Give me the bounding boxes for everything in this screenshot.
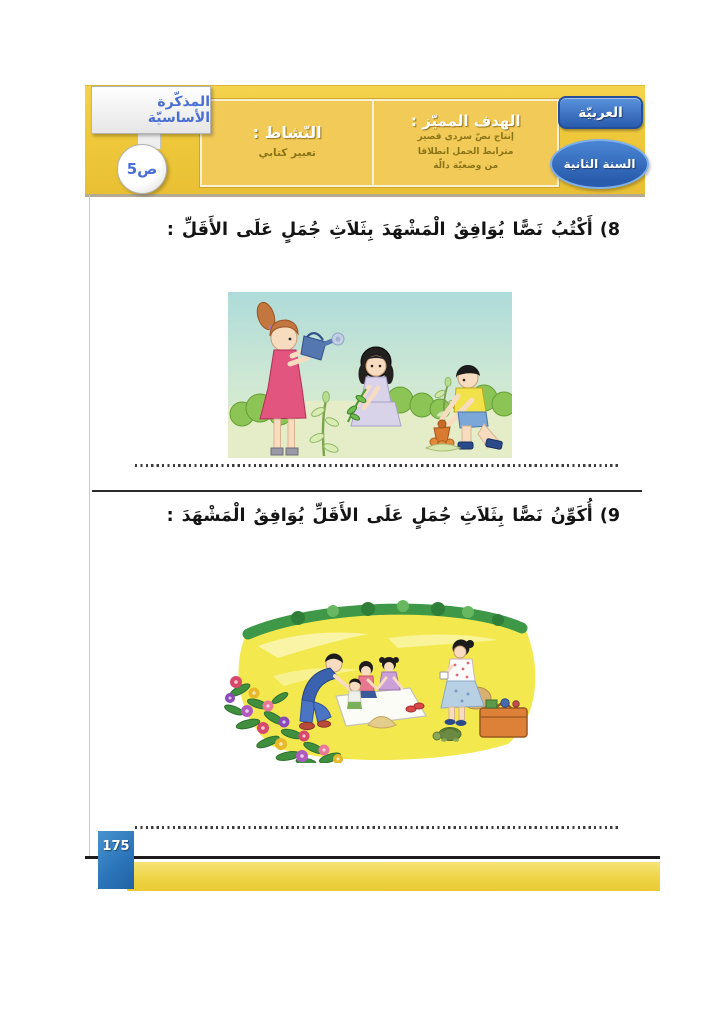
ribbon-label: المذكّرة الأساسيّة [91, 86, 211, 134]
answer-dotted-line-1 [135, 464, 620, 467]
objective-title: الهدف المميّز : [410, 111, 521, 130]
exercise-8-prompt [145, 220, 620, 240]
activity-column [202, 101, 372, 185]
picnic-scene-drawing [218, 576, 545, 763]
activity-title: النّشاط : [252, 123, 322, 143]
activity-value: تعبير كتابي [258, 147, 316, 160]
header-objective-box [200, 99, 559, 187]
illustration-gardening-scene [228, 292, 512, 458]
page-number-tab: 175 [98, 831, 134, 889]
page-left-edge-line [89, 195, 90, 857]
section-divider-line [92, 490, 642, 492]
exercise-9-number: 9) [599, 506, 620, 526]
exercise-9-text: أُكَوِّنُ نَصًّا بِثَلاَثِ جُمَلٍ عَلَى الأَقَلِّ يُوَافِقُ الْمَشْهَدَ : [166, 506, 593, 526]
answer-dotted-line-2 [135, 826, 620, 829]
objective-line-3: من وضعيّة دالّة [433, 161, 499, 172]
objective-line-1: إنتاج نصّ سردي قصير [417, 131, 514, 142]
footer-yellow-band [127, 862, 660, 891]
gardening-scene-drawing [228, 292, 512, 458]
ribbon-page-ref: ص5 [117, 144, 167, 194]
footer-rule-line [85, 856, 660, 859]
exercise-8-number: 8) [599, 220, 620, 240]
objective-line-2: مترابط الجمل انطلاقا [417, 146, 514, 157]
header-band [85, 85, 645, 197]
scanned-page [85, 85, 660, 891]
grade-badge: السنة الثانية [550, 139, 649, 189]
exercise-9-prompt [145, 506, 620, 526]
illustration-picnic-scene [218, 576, 545, 763]
objective-column [372, 101, 557, 185]
subject-badge: العربيّة [558, 96, 643, 129]
exercise-8-text: أَكْتُبُ نَصًّا يُوَافِقُ الْمَشْهَدَ بِثَلاَثِ جُمَلٍ عَلَى الأَقَلِّ : [166, 220, 593, 240]
